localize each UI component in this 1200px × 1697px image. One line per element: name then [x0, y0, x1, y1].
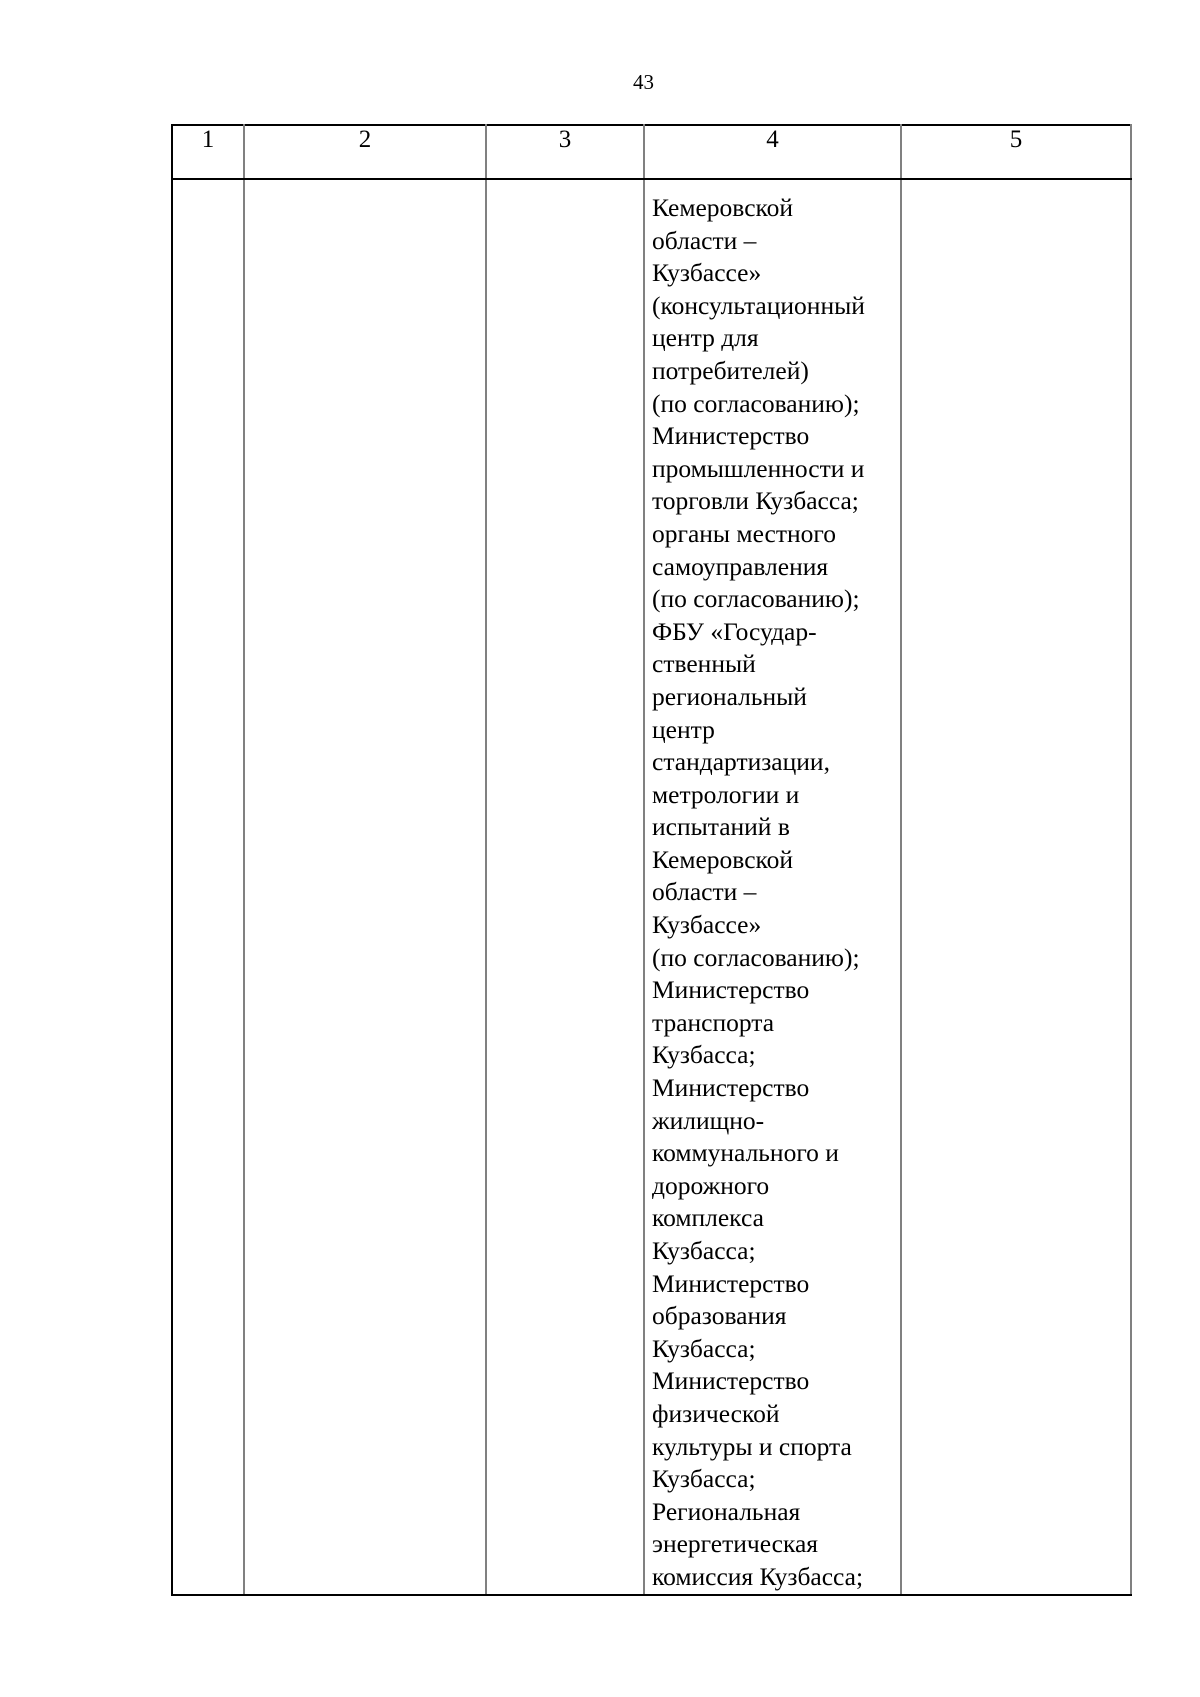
text-line: Кемеровской — [652, 193, 794, 222]
text-line: центр — [652, 714, 715, 744]
text-line: области – — [652, 225, 757, 255]
text-line: ственный — [652, 649, 756, 679]
text-line: Кузбассе» — [652, 910, 762, 940]
text-line: жилищно- — [652, 1105, 765, 1135]
text-line: (по согласованию); — [652, 584, 860, 614]
text-line: торговли Кузбасса; — [652, 486, 859, 516]
text-line: центр для — [652, 323, 759, 353]
text-line: метрологии и — [652, 779, 800, 809]
text-line: физической — [652, 1398, 780, 1428]
text-line: комиссия Кузбасса; — [652, 1561, 864, 1591]
column-header-1: 1 — [172, 125, 244, 179]
page-number: 43 — [633, 70, 654, 94]
text-line: образования — [652, 1301, 787, 1331]
text-line: (консультационный — [652, 290, 865, 320]
text-line: промышленности и — [652, 453, 865, 483]
text-line: Кемеровской — [652, 844, 794, 874]
column-header-5: 5 — [901, 125, 1131, 179]
text-line: области – — [652, 877, 757, 907]
text-line: Региональная — [652, 1496, 801, 1526]
text-line: испытаний в — [652, 812, 790, 842]
text-line: Кузбасса; — [652, 1236, 756, 1265]
document-table — [171, 124, 1132, 1596]
cell-col3 — [486, 179, 644, 1595]
text-line: культуры и спорта — [652, 1431, 852, 1461]
text-line: коммунального и — [652, 1138, 839, 1168]
text-line: Кузбассе» — [652, 258, 762, 288]
text-line: ФБУ «Государ- — [652, 616, 817, 646]
column-header-3: 3 — [486, 125, 644, 179]
text-line: самоуправления — [652, 551, 829, 581]
text-line: Министерство — [652, 1268, 810, 1298]
text-line: Министерство — [652, 1366, 810, 1396]
text-line: Кузбасса; — [652, 1040, 756, 1070]
cell-col4-responsible-executors — [644, 179, 901, 1595]
table-row — [172, 179, 1131, 1595]
text-line: Министерство — [652, 1073, 810, 1103]
text-line: потребителей) — [652, 355, 809, 385]
text-line: энергетическая — [652, 1529, 819, 1559]
table-header-row — [172, 125, 1131, 179]
text-line: (по согласованию); — [652, 942, 860, 972]
text-line: стандартизации, — [652, 747, 830, 777]
text-line: транспорта — [652, 1007, 775, 1037]
text-line: региональный — [652, 681, 807, 711]
text-line: Кузбасса; — [652, 1333, 756, 1363]
column-header-4: 4 — [644, 125, 901, 179]
responsible-executors-text — [645, 180, 900, 1594]
text-line: (по согласованию); — [652, 388, 860, 418]
text-line: Министерство — [652, 421, 810, 451]
cell-col5 — [901, 179, 1131, 1595]
text-line: Министерство — [652, 975, 810, 1005]
text-line: Кузбасса; — [652, 1464, 756, 1494]
text-line: дорожного — [652, 1170, 770, 1200]
column-header-2: 2 — [244, 125, 486, 179]
cell-col1 — [172, 179, 244, 1595]
text-line: органы местного — [652, 518, 836, 548]
text-line: комплекса — [652, 1203, 764, 1233]
cell-col2 — [244, 179, 486, 1595]
